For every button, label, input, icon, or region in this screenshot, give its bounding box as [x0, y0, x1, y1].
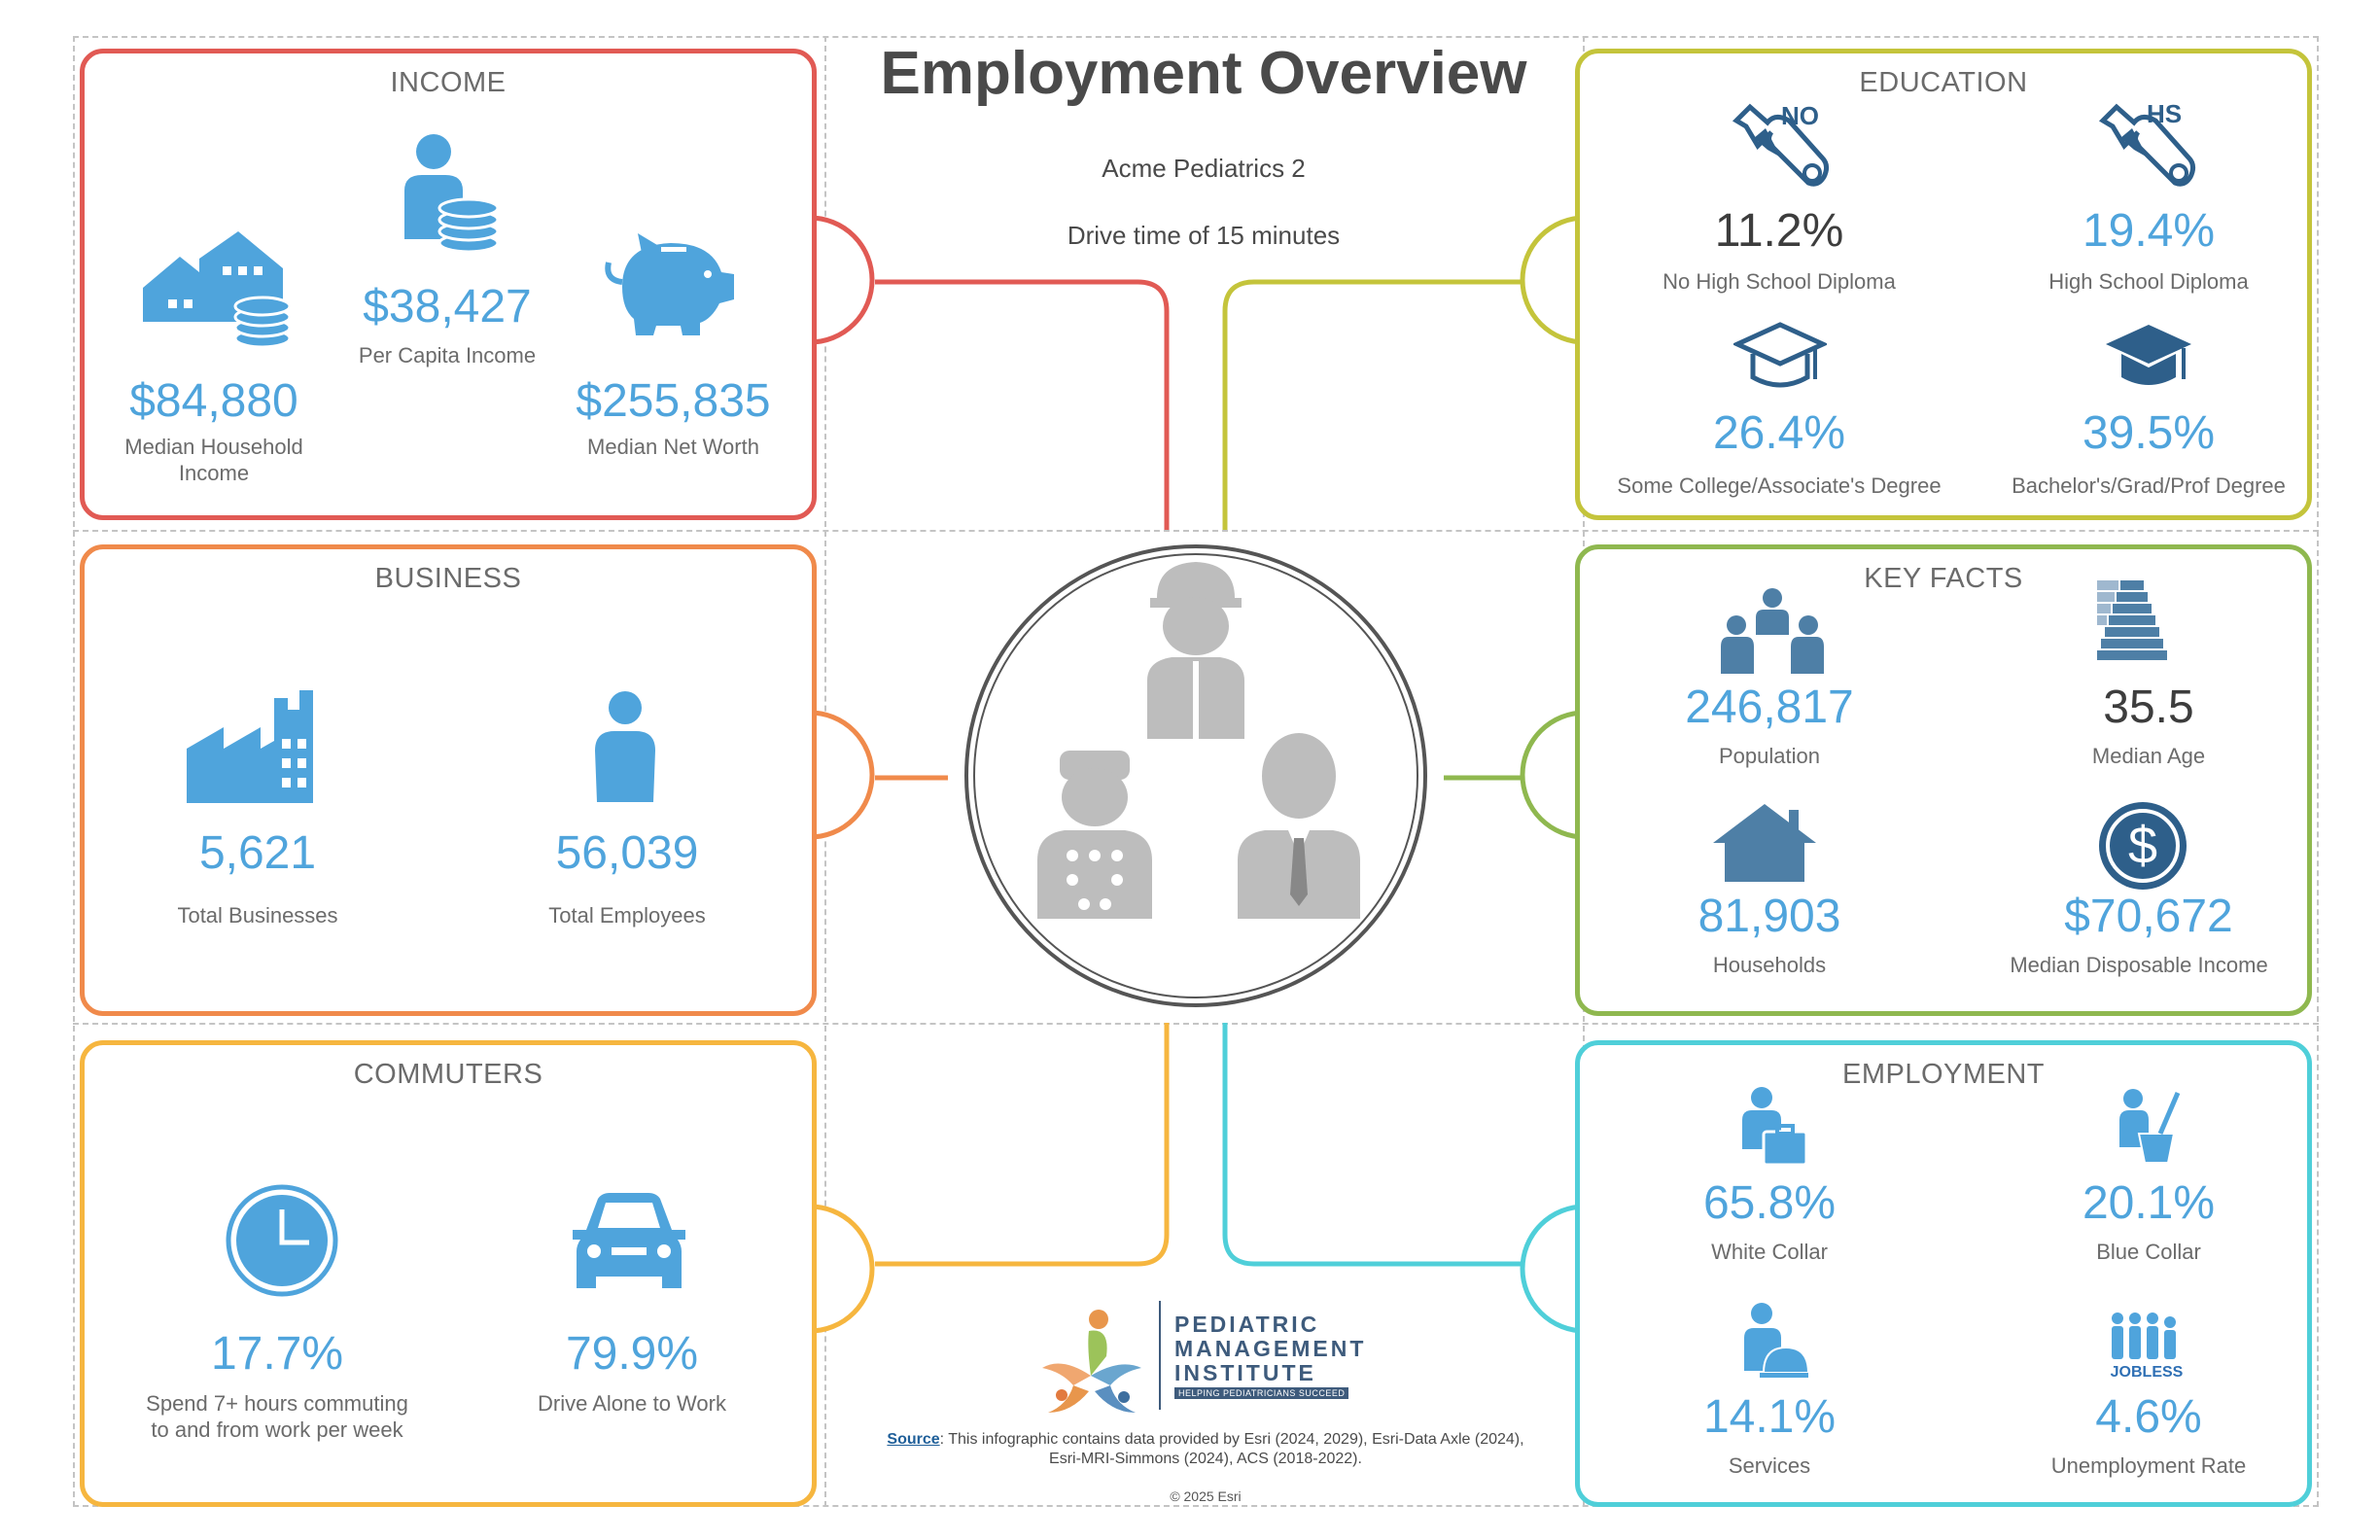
source-note — [875, 1430, 1536, 1469]
location-name: Acme Pediatrics 2 — [1102, 154, 1306, 183]
key-facts-title: KEY FACTS — [1864, 563, 2023, 594]
logo-line-3: INSTITUTE — [1174, 1360, 1316, 1385]
blue-collar-label: Blue Collar — [2096, 1240, 2201, 1264]
some-college-label: Some College/Associate's Degree — [1617, 473, 1942, 498]
car-icon — [567, 1191, 691, 1288]
copyright: © 2025 Esri — [1170, 1488, 1242, 1504]
logo-divider — [1159, 1301, 1161, 1410]
white-collar-label: White Collar — [1711, 1240, 1828, 1264]
median-disposable-income-label: Median Disposable Income — [2010, 953, 2268, 977]
median-age-icon — [2095, 578, 2188, 672]
house-coins-icon — [141, 229, 292, 352]
services-label: Services — [1728, 1453, 1811, 1478]
median-household-income-value: $84,880 — [129, 375, 298, 427]
graduation-cap-outline-icon — [1733, 321, 1827, 399]
white-collar-icon — [1740, 1087, 1808, 1167]
total-employees-label: Total Employees — [548, 903, 706, 928]
total-businesses-label: Total Businesses — [177, 903, 338, 928]
logo-line-2: MANAGEMENT — [1174, 1336, 1367, 1361]
no-hs-diploma-label: No High School Diploma — [1662, 269, 1896, 294]
business-title: BUSINESS — [374, 563, 522, 594]
income-title: INCOME — [390, 67, 507, 98]
median-household-income-label: Median Household Income — [124, 435, 303, 485]
drive-alone-value: 79.9% — [565, 1328, 699, 1380]
services-value: 14.1% — [1702, 1391, 1837, 1443]
households-label: Households — [1712, 953, 1827, 977]
population-icon — [1719, 588, 1826, 676]
commute-time-value: 17.7% — [210, 1328, 344, 1380]
blue-collar-value: 20.1% — [2082, 1177, 2216, 1229]
hs-diploma-badge: HS — [2147, 99, 2183, 128]
unemployment-rate-label: Unemployment Rate — [2050, 1453, 2247, 1478]
population-value: 246,817 — [1685, 682, 1854, 733]
graduation-cap-icon — [2102, 321, 2195, 399]
population-label: Population — [1719, 744, 1820, 768]
no-hs-diploma-value: 11.2% — [1714, 205, 1844, 257]
median-net-worth-label: Median Net Worth — [587, 435, 759, 459]
logo-tagline: HELPING PEDIATRICIANS SUCCEED — [1174, 1387, 1348, 1399]
piggy-bank-icon — [603, 233, 739, 335]
source-link[interactable]: Source — [887, 1431, 940, 1448]
factory-icon — [185, 681, 326, 803]
hs-diploma-value: 19.4% — [2082, 205, 2216, 257]
jobless-badge: JOBLESS — [2110, 1364, 2184, 1381]
page-title: Employment Overview — [880, 40, 1527, 107]
household-icon — [1711, 802, 1818, 885]
unemployment-rate-value: 4.6% — [2095, 1391, 2202, 1443]
households-value: 81,903 — [1698, 891, 1841, 942]
commuters-title: COMMUTERS — [353, 1059, 543, 1090]
median-age-label: Median Age — [2091, 744, 2206, 768]
median-disposable-income-value: $70,672 — [2064, 891, 2233, 942]
services-icon — [1742, 1303, 1808, 1381]
hs-diploma-label: High School Diploma — [2048, 269, 2249, 294]
no-diploma-badge: NO — [1781, 101, 1819, 130]
total-employees-value: 56,039 — [555, 827, 699, 879]
workers-illustration — [948, 525, 1444, 1021]
pmi-logo-mark — [1032, 1308, 1147, 1415]
drive-time: Drive time of 15 minutes — [1067, 221, 1341, 250]
source-text: : This infographic contains data provided by Esri (2024, 2029), Esri-Data Axle (2024), Esri-MRI-Simmons (2024), ACS (2018-2022). — [939, 1431, 1524, 1467]
drive-alone-label: Drive Alone to Work — [537, 1391, 726, 1416]
key-facts-panel — [1575, 544, 2312, 1016]
clock-icon — [226, 1184, 338, 1297]
logo-line-1: PEDIATRIC — [1174, 1312, 1320, 1337]
commute-time-label: Spend 7+ hours commuting to and from work per week — [146, 1391, 408, 1442]
white-collar-value: 65.8% — [1702, 1177, 1837, 1229]
some-college-value: 26.4% — [1712, 407, 1846, 459]
bachelors-value: 39.5% — [2082, 407, 2216, 459]
total-businesses-value: 5,621 — [198, 827, 317, 879]
employee-icon — [591, 690, 659, 807]
blue-collar-icon — [2118, 1089, 2182, 1165]
education-title: EDUCATION — [1859, 67, 2028, 98]
svg-text:$: $ — [2127, 817, 2158, 875]
per-capita-income-label: Per Capita Income — [358, 343, 537, 368]
median-net-worth-value: $255,835 — [576, 375, 771, 427]
median-age-value: 35.5 — [2103, 682, 2194, 733]
jobless-icon — [2110, 1312, 2184, 1363]
bachelors-label: Bachelor's/Grad/Prof Degree — [2012, 473, 2286, 498]
dollar-coin-icon — [2097, 800, 2188, 892]
per-capita-income-value: $38,427 — [363, 281, 532, 332]
person-coins-icon — [401, 132, 498, 255]
employment-title: EMPLOYMENT — [1841, 1059, 2046, 1090]
